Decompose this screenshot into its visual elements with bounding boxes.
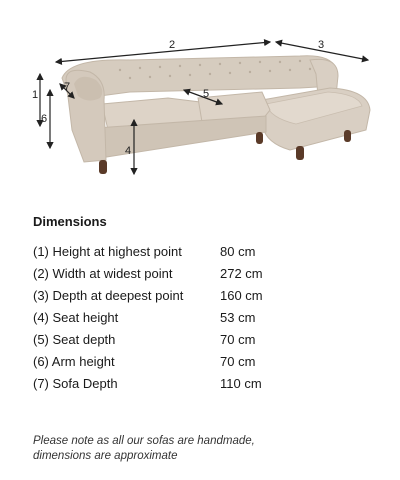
marker-7: 7	[64, 81, 71, 93]
dimension-row-depth	[33, 286, 333, 308]
dimension-value: 70 cm	[220, 354, 256, 369]
note-line-2: dimensions are approximate	[33, 450, 178, 462]
handmade-note	[33, 434, 373, 464]
marker-3: 3	[318, 39, 325, 51]
dimension-row-sofa-depth	[33, 374, 333, 396]
marker-1: 1	[32, 89, 39, 101]
dimension-label: (3) Depth at deepest point	[33, 288, 184, 303]
marker-6: 6	[41, 113, 48, 125]
marker-2: 2	[169, 39, 176, 51]
dimension-value: 160 cm	[220, 288, 263, 303]
sofa-dimension-illustration	[0, 0, 400, 200]
note-line-1: Please note as all our sofas are handmade,	[33, 435, 255, 447]
dimension-row-arm-height	[33, 352, 333, 374]
dimension-row-width	[33, 264, 333, 286]
marker-5: 5	[203, 88, 210, 100]
sofa-image	[62, 56, 370, 174]
dimension-label: (7) Sofa Depth	[33, 376, 118, 391]
dimension-value: 272 cm	[220, 266, 263, 281]
dimension-label: (5) Seat depth	[33, 332, 116, 347]
dimension-row-seat-depth	[33, 330, 333, 352]
dimension-value: 80 cm	[220, 244, 256, 259]
marker-4: 4	[125, 145, 132, 157]
dimension-label: (1) Height at highest point	[33, 244, 182, 259]
dimension-row-height	[33, 242, 333, 264]
dimension-value: 70 cm	[220, 332, 256, 347]
dimension-label: (4) Seat height	[33, 310, 119, 325]
dimension-value: 53 cm	[220, 310, 256, 325]
dimensions-heading: Dimensions	[33, 214, 107, 229]
dimension-label: (2) Width at widest point	[33, 266, 173, 281]
dimensions-list	[33, 242, 333, 396]
dimension-row-seat-height	[33, 308, 333, 330]
dimension-value: 110 cm	[220, 376, 262, 391]
dimension-label: (6) Arm height	[33, 354, 115, 369]
